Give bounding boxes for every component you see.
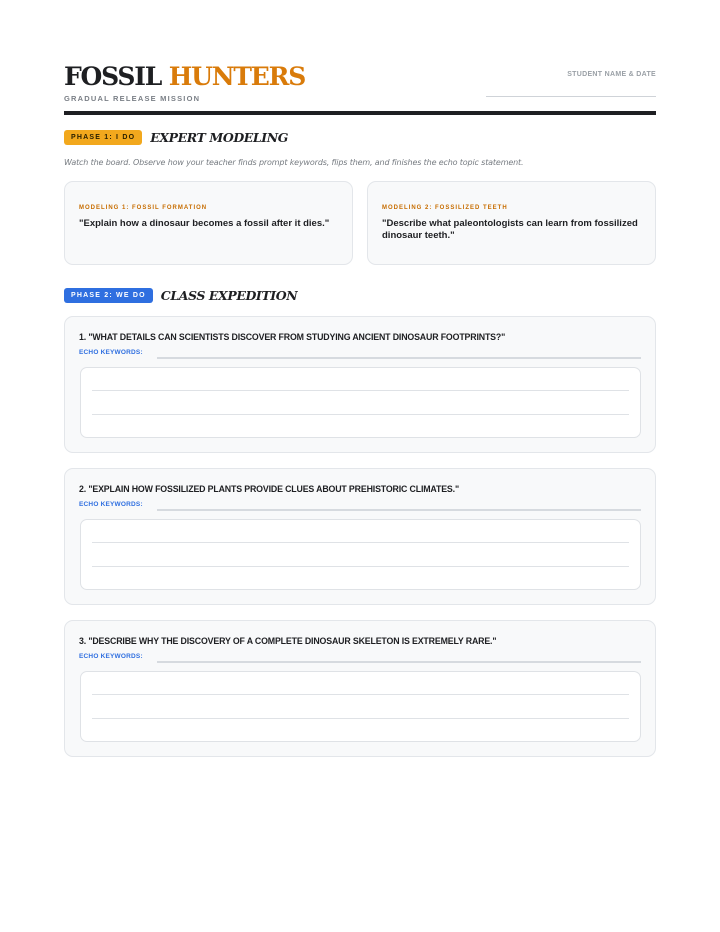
answer-box[interactable]	[80, 367, 641, 438]
phase-1-heading	[64, 130, 288, 145]
echo-keywords-label: ECHO KEYWORDS:	[79, 349, 143, 356]
answer-line	[92, 542, 629, 543]
answer-line	[92, 414, 629, 415]
task-question: 1. "WHAT DETAILS CAN SCIENTISTS DISCOVER FROM STUDYING ANCIENT DINOSAUR FOOTPRINTS?"	[79, 332, 506, 342]
modeling-card-label: MODELING 2: FOSSILIZED TEETH	[382, 205, 508, 211]
worksheet-title	[64, 62, 305, 92]
task-card-3	[64, 620, 656, 757]
answer-line	[92, 566, 629, 567]
echo-keywords-field[interactable]	[157, 509, 641, 511]
phase-1-instructions: Watch the board. Observe how your teacher finds prompt keywords, flips them, and finishes the echo topic statement.	[64, 158, 524, 167]
answer-box[interactable]	[80, 671, 641, 742]
worksheet-subtitle: GRADUAL RELEASE MISSION	[64, 94, 201, 103]
echo-keywords-field[interactable]	[157, 357, 641, 359]
answer-line	[92, 694, 629, 695]
modeling-card-2	[367, 181, 656, 265]
task-card-2	[64, 468, 656, 605]
phase-2-badge: PHASE 2: WE DO	[64, 288, 153, 303]
phase-1-title: EXPERT MODELING	[150, 130, 289, 145]
modeling-card-prompt: "Explain how a dinosaur becomes a fossil after it dies."	[79, 218, 330, 229]
student-name-date-label: STUDENT NAME & DATE	[567, 71, 656, 78]
modeling-card-1	[64, 181, 353, 265]
answer-box[interactable]	[80, 519, 641, 590]
modeling-card-label: MODELING 1: FOSSIL FORMATION	[79, 205, 208, 211]
answer-line	[92, 718, 629, 719]
modeling-card-prompt: "Describe what paleontologists can learn from fossilized dinosaur teeth."	[382, 218, 638, 241]
worksheet-header	[64, 62, 656, 114]
echo-keywords-label: ECHO KEYWORDS:	[79, 653, 143, 660]
phase-1-badge: PHASE 1: I DO	[64, 130, 142, 145]
echo-keywords-field[interactable]	[157, 661, 641, 663]
echo-keywords-label: ECHO KEYWORDS:	[79, 501, 143, 508]
answer-line	[92, 390, 629, 391]
task-question: 2. "EXPLAIN HOW FOSSILIZED PLANTS PROVIDE CLUES ABOUT PREHISTORIC CLIMATES."	[79, 484, 459, 494]
title-fossil: FOSSIL	[64, 62, 162, 91]
title-hunters: HUNTERS	[168, 62, 306, 91]
phase-2-title: CLASS EXPEDITION	[160, 288, 298, 303]
header-divider	[64, 111, 656, 115]
student-name-date-field[interactable]	[486, 96, 656, 97]
task-card-1	[64, 316, 656, 453]
task-question: 3. "DESCRIBE WHY THE DISCOVERY OF A COMPLETE DINOSAUR SKELETON IS EXTREMELY RARE."	[79, 636, 497, 646]
phase-2-heading	[64, 288, 297, 303]
